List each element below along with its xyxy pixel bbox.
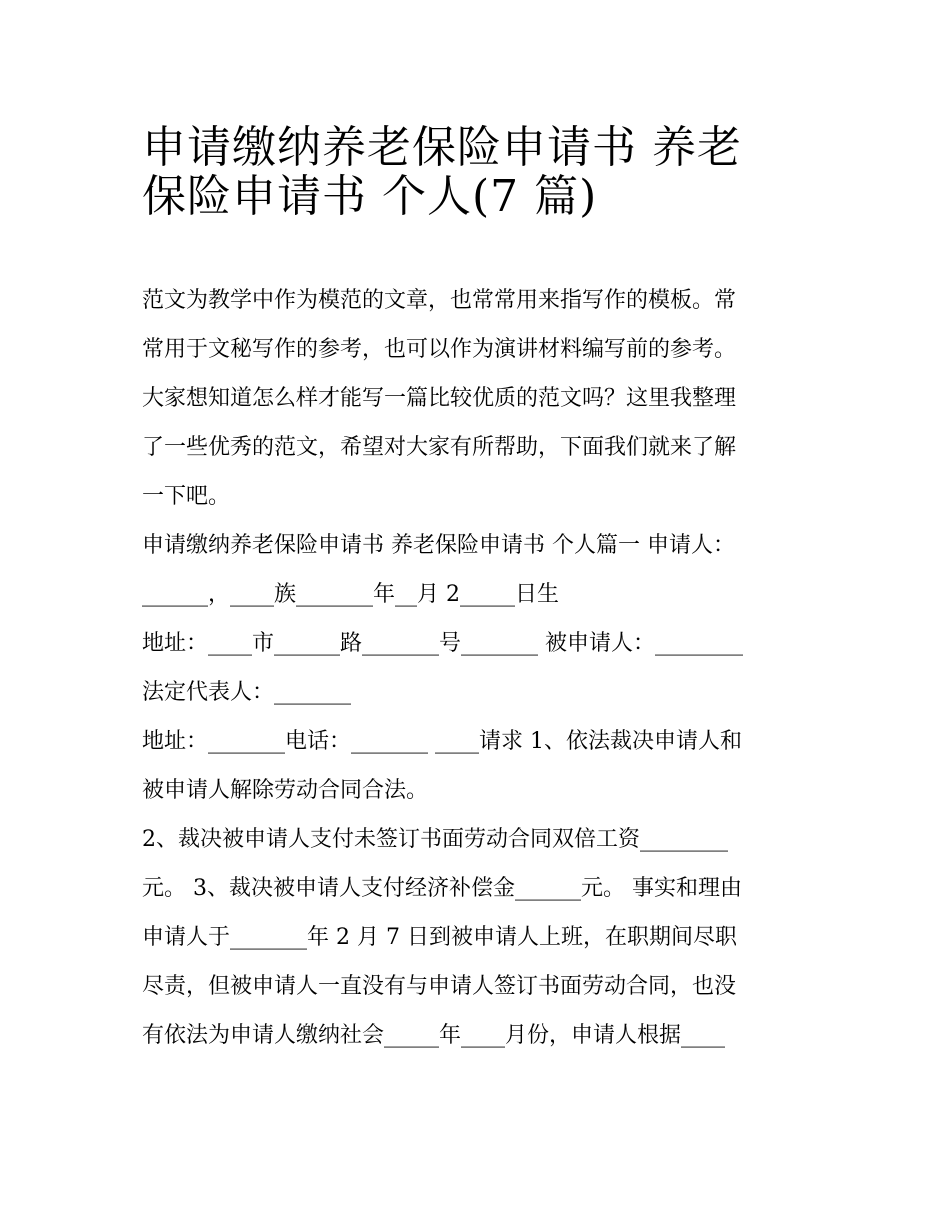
body-line: 地址：____市______路_______号_______ 被申请人：________ [142, 631, 743, 656]
body-line: 地址：_______电话：_______ ____请求 1、依法裁决申请人和 [142, 729, 742, 754]
body-line: 常用于文秘写作的参考，也可以作为演讲材料编写前的参考。 [142, 337, 737, 362]
document-title [142, 112, 822, 222]
title-line: 申请缴纳养老保险申请书 养老 [142, 122, 742, 173]
body-line: 尽责，但被申请人一直没有与申请人签订书面劳动合同，也没 [142, 974, 737, 999]
body-line: 大家想知道怎么样才能写一篇比较优质的范文吗？这里我整理 [142, 386, 737, 411]
body-line: 法定代表人：_______ [142, 680, 352, 705]
body-line: 申请人于_______年 2 月 7 日到被申请人上班，在职期间尽职 [142, 925, 737, 950]
body-line: 一下吧。 [142, 484, 231, 509]
body-line: 申请缴纳养老保险申请书 养老保险申请书 个人篇一 申请人： [142, 533, 735, 558]
body-line: 2、裁决被申请人支付未签订书面劳动合同双倍工资________ [142, 827, 728, 852]
body-line: 被申请人解除劳动合同合法。 [142, 778, 429, 803]
body-line: 元。 3、裁决被申请人支付经济补偿金______元。 事实和理由 [142, 876, 742, 901]
body-line: ______，____族_______年__月 2_____日生 [142, 582, 559, 607]
body-line: 范文为教学中作为模范的文章，也常常用来指写作的模板。常 [142, 288, 737, 313]
body-line: 了一些优秀的范文，希望对大家有所帮助，下面我们就来了解 [142, 435, 737, 460]
document-body [142, 276, 822, 1060]
title-line: 保险申请书 个人(7 篇) [142, 171, 598, 222]
body-line: 有依法为申请人缴纳社会_____年____月份，申请人根据____ [142, 1023, 726, 1048]
